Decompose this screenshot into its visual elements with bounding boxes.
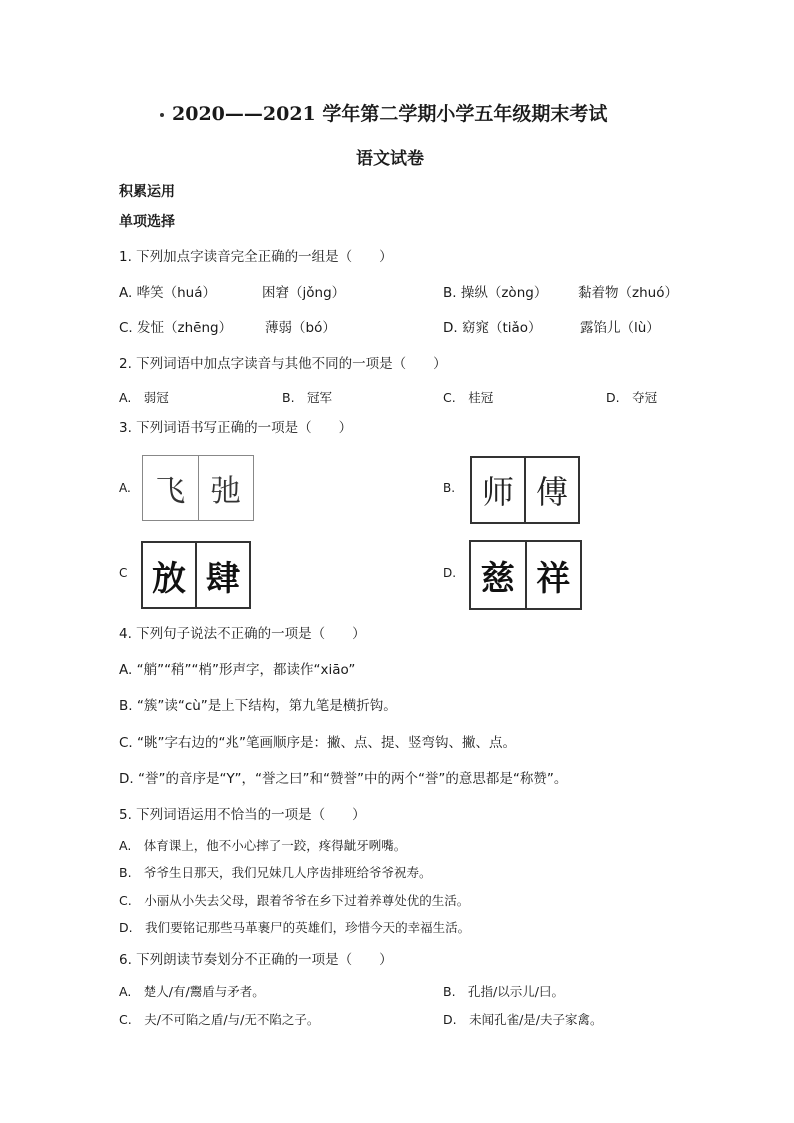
q5-option-b: B. 爷爷生日那天，我们兄妹几人序齿排班给爷爷祝寿。 [119,865,432,880]
q6-option-c: C. 夫/不可陷之盾/与/无不陷之子。 [119,1012,320,1027]
q3-b-char-2: 傅 [524,458,578,522]
q3-a-char-1: 飞 [155,474,186,509]
q1-stem: 1. 下列加点字读音完全正确的一组是（ ） [119,249,393,265]
q2-option-c: C. 桂冠 [443,390,494,405]
q3-d-char-2: 祥 [525,542,581,608]
q1-option-d-2: 露馅儿（lù） [580,320,660,336]
q5-option-c: C. 小丽从小失去父母，跟着爷爷在乡下过着养尊处优的生活。 [119,893,470,908]
q3-a-char-2: 弛 [198,456,254,520]
exam-title [160,99,607,126]
q3-stem: 3. 下列词语书写正确的一项是（ ） [119,420,353,436]
q3-d-char-1: 慈 [480,558,515,599]
q2-option-a: A. 弱冠 [119,390,169,405]
exam-subtitle: 语文试卷 [356,149,424,169]
q2-option-d: D. 夺冠 [606,390,658,405]
q6-stem: 6. 下列朗读节奏划分不正确的一项是（ ） [119,952,393,968]
q3-label-c: C [119,566,128,580]
q3-label-d: D. [443,566,457,580]
q3-label-a: A. [119,481,131,495]
q6-option-d: D. 未闻孔雀/是/夫子家禽。 [443,1012,603,1027]
q1-option-b: B. 操纵（zòng） [443,285,548,301]
q4-option-c: C. “眺”字右边的“兆”笔画顺序是：撇、点、提、竖弯钩、撇、点。 [119,735,516,751]
section-accumulate: 积累运用 [119,184,175,200]
q2-option-b: B. 冠军 [282,390,333,405]
q5-option-a: A. 体育课上，他不小心摔了一跤，疼得龇牙咧嘴。 [119,838,407,853]
q3-b-char-1: 师 [481,473,514,511]
q3-grid-a [142,455,254,521]
q3-grid-c [141,541,251,609]
q1-option-c-2: 薄弱（bó） [265,320,336,336]
q1-option-c: C. 发怔（zhēng） [119,320,233,336]
q1-option-a: A. 哗笑（huá） [119,285,216,301]
exam-title-text: 2020——2021 学年第二学期小学五年级期末考试 [172,103,608,125]
q3-label-b: B. [443,481,456,495]
q3-c-char-2: 肆 [195,543,249,607]
q6-option-a: A. 楚人/有/鬻盾与矛者。 [119,984,265,999]
q4-option-b: B. “簇”读“cù”是上下结构，第九笔是横折钩。 [119,698,397,714]
q4-stem: 4. 下列句子说法不正确的一项是（ ） [119,626,366,642]
q2-stem: 2. 下列词语中加点字读音与其他不同的一项是（ ） [119,356,447,372]
q4-option-d: D. “誉”的音序是“Y”，“誉之曰”和“赞誉”中的两个“誉”的意思都是“称赞”。 [119,771,568,787]
q1-option-b-2: 黏着物（zhuó） [578,285,678,301]
q5-option-d: D. 我们要铭记那些马革裹尸的英雄们，珍惜今天的幸福生活。 [119,920,471,935]
bullet-dot-icon [160,113,164,117]
q4-option-a: A. “艄”“稍”“梢”形声字，都读作“xiāo” [119,662,356,678]
q3-grid-d [469,540,582,610]
q3-grid-b [470,456,580,524]
q1-option-d: D. 窈窕（tiǎo） [443,320,542,336]
q5-stem: 5. 下列词语运用不恰当的一项是（ ） [119,807,366,823]
q3-c-char-1: 放 [152,558,186,599]
q6-option-b: B. 孔指/以示儿/曰。 [443,984,564,999]
q1-option-a-2: 困窘（jǒng） [262,285,346,301]
section-single-choice: 单项选择 [119,214,175,230]
